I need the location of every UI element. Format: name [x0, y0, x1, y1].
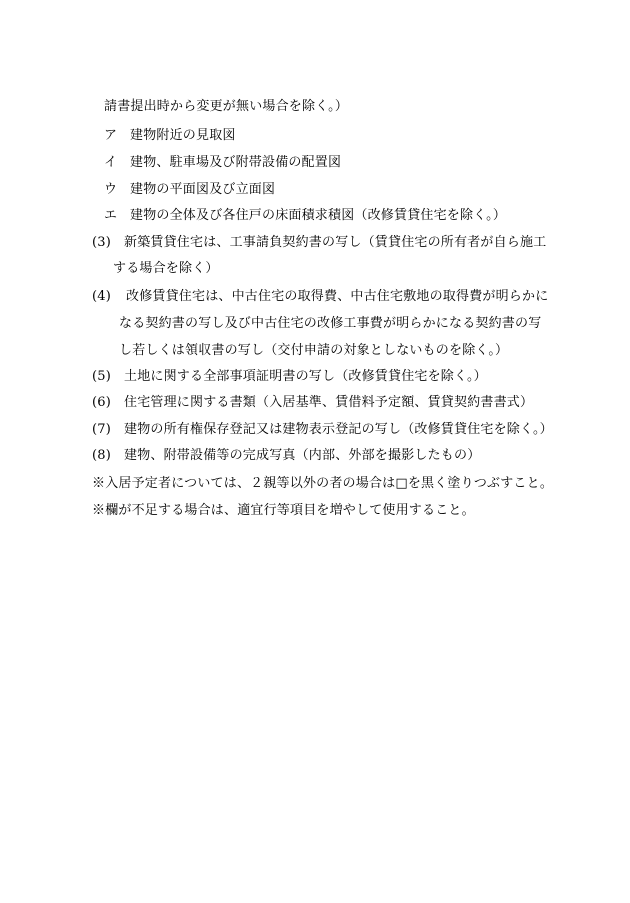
item-text: 建物附近の見取図	[130, 128, 236, 143]
list-item-u	[104, 181, 275, 199]
item-marker: エ	[104, 208, 118, 223]
numbered-item-8	[92, 447, 480, 465]
list-item-i	[104, 154, 341, 172]
numbered-item-3-continuation	[113, 260, 219, 278]
item-marker: イ	[104, 155, 118, 170]
list-item-a	[104, 127, 236, 145]
line-text: 請書提出時から変更が無い場合を除く。）	[104, 99, 349, 114]
item-text: 新築賃貸住宅は、工事請負契約書の写し（賃貸住宅の所有者が自ら施工	[124, 235, 547, 250]
numbered-item-4	[92, 288, 548, 306]
item-text: する場合を除く）	[113, 261, 219, 276]
item-number: (4)	[92, 289, 112, 304]
item-text: 土地に関する全部事項証明書の写し（改修賃貸住宅を除く。）	[124, 369, 487, 384]
item-text: 建物の平面図及び立面図	[130, 182, 276, 197]
item-text: 改修賃貸住宅は、中古住宅の取得費、中古住宅敷地の取得費が明らかに	[126, 289, 549, 304]
item-text: 建物の所有権保存登記又は建物表示登記の写し（改修賃貸住宅を除く。）	[124, 422, 553, 437]
numbered-item-3	[92, 234, 546, 252]
item-text: 住宅管理に関する書類（入居基準、賃借料予定額、賃貸契約書書式）	[124, 395, 534, 410]
note-1	[92, 475, 553, 493]
item-number: (7)	[92, 422, 112, 437]
item-marker: ア	[104, 128, 118, 143]
item-marker: ウ	[104, 182, 118, 197]
numbered-item-4-continuation-2	[119, 342, 508, 360]
item-text: 建物、駐車場及び附帯設備の配置図	[130, 155, 342, 170]
note-text: ※欄が不足する場合は、適宜行等項目を増やして使用すること。	[92, 503, 475, 518]
item-text: し若しくは領収書の写し（交付申請の対象としないものを除く。）	[119, 343, 509, 358]
numbered-item-4-continuation-1	[119, 315, 541, 333]
line-continuation	[104, 98, 348, 116]
note-2	[92, 502, 475, 520]
list-item-e	[104, 207, 506, 225]
item-number: (5)	[92, 369, 112, 384]
item-number: (8)	[92, 448, 112, 463]
item-text: 建物の全体及び各住戸の床面積求積図（改修賃貸住宅を除く。）	[130, 208, 507, 223]
numbered-item-6	[92, 394, 533, 412]
item-text: なる契約書の写し及び中古住宅の改修工事費が明らかになる契約書の写	[119, 316, 542, 331]
note-text: ※入居予定者については、２親等以外の者の場合は□を黒く塗りつぶすこと。	[92, 476, 554, 491]
item-text: 建物、附帯設備等の完成写真（内部、外部を撮影したもの）	[124, 448, 481, 463]
item-number: (3)	[92, 235, 112, 250]
item-number: (6)	[92, 395, 112, 410]
numbered-item-5	[92, 368, 487, 386]
numbered-item-7	[92, 421, 553, 439]
